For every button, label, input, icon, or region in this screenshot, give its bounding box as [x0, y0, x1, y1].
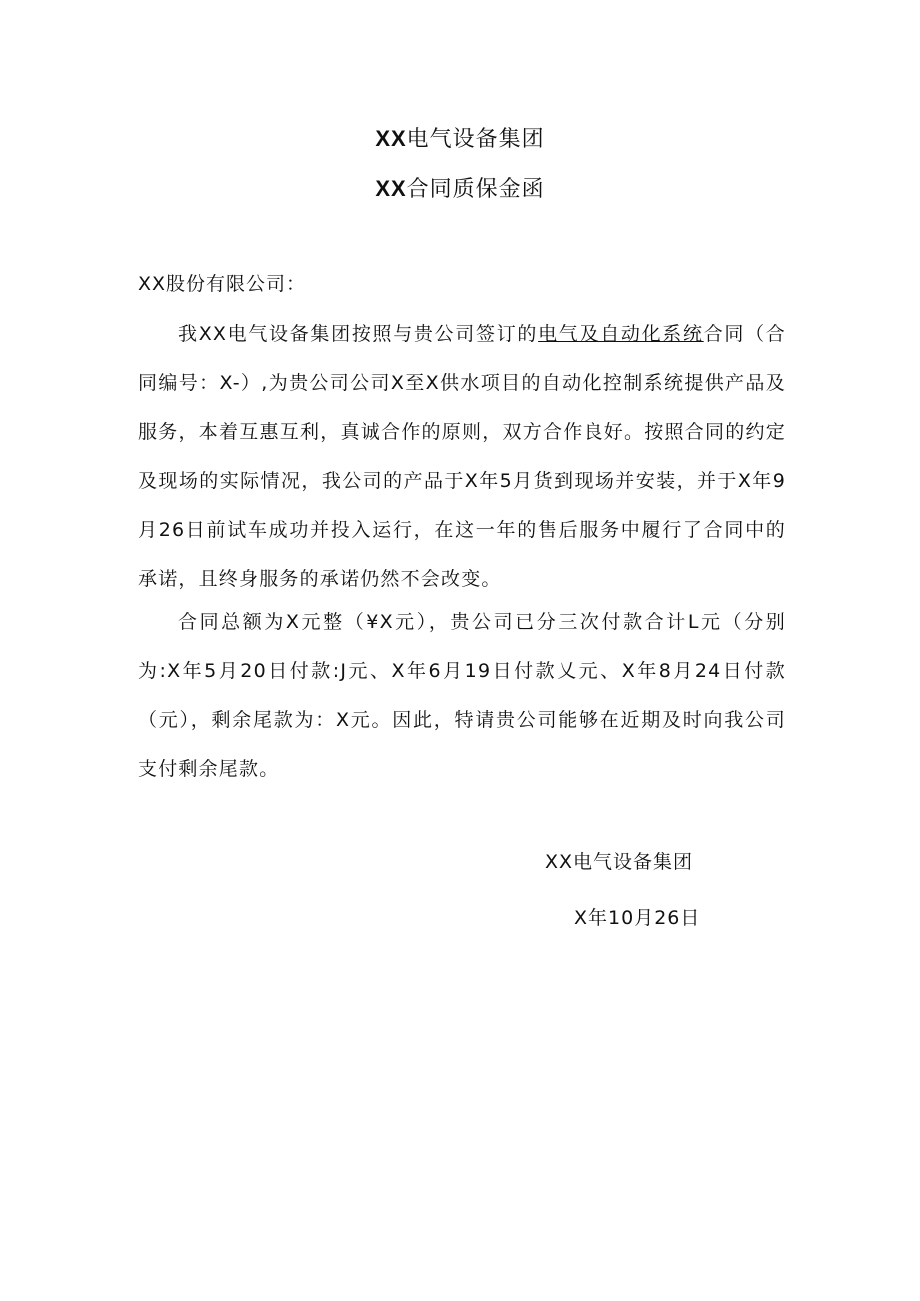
body-paragraph-2: 合同总额为X元整（¥X元），贵公司已分三次付款合计L元（分别为:X年5月20日付款:J元、X年6月19日付款乂元、X年8月24日付款（元），剩余尾款为：X元。因此，特请贵公司能够在近期及时向我公司支付剩余尾款。 [138, 611, 786, 780]
signature-company: XX电气设备集团 [545, 851, 694, 873]
body-paragraph-1 [138, 310, 786, 604]
title-letter-name: 合同质保金函 [406, 177, 545, 202]
signature-date: X年10月26日 [574, 907, 701, 929]
title-letter-code: XX [375, 176, 407, 201]
document-title-company [0, 124, 920, 155]
document-title-letter [0, 174, 920, 205]
title-company-code: XX [375, 126, 407, 151]
salutation: XX股份有限公司： [138, 273, 307, 295]
title-company-name: 电气设备集团 [406, 127, 545, 152]
para1-before: 我XX电气设备集团按照与贵公司签订的 [178, 323, 539, 345]
para1-underlined: 电气及自动化系统 [538, 323, 704, 345]
para1-after: 合同（合同编号：X-）,为贵公司公司X至X供水项目的自动化控制系统提供产品及服务，本着互惠互利，真诚合作的原则，双方合作良好。按照合同的约定及现场的实际情况，我公司的产品于X年5月货到现场并安装，并于X年9月26日前试车成功并投入运行，在这一年的售后服务中履行了合同中的承诺，且终身服务的承诺仍然不会改变。 [138, 323, 786, 590]
